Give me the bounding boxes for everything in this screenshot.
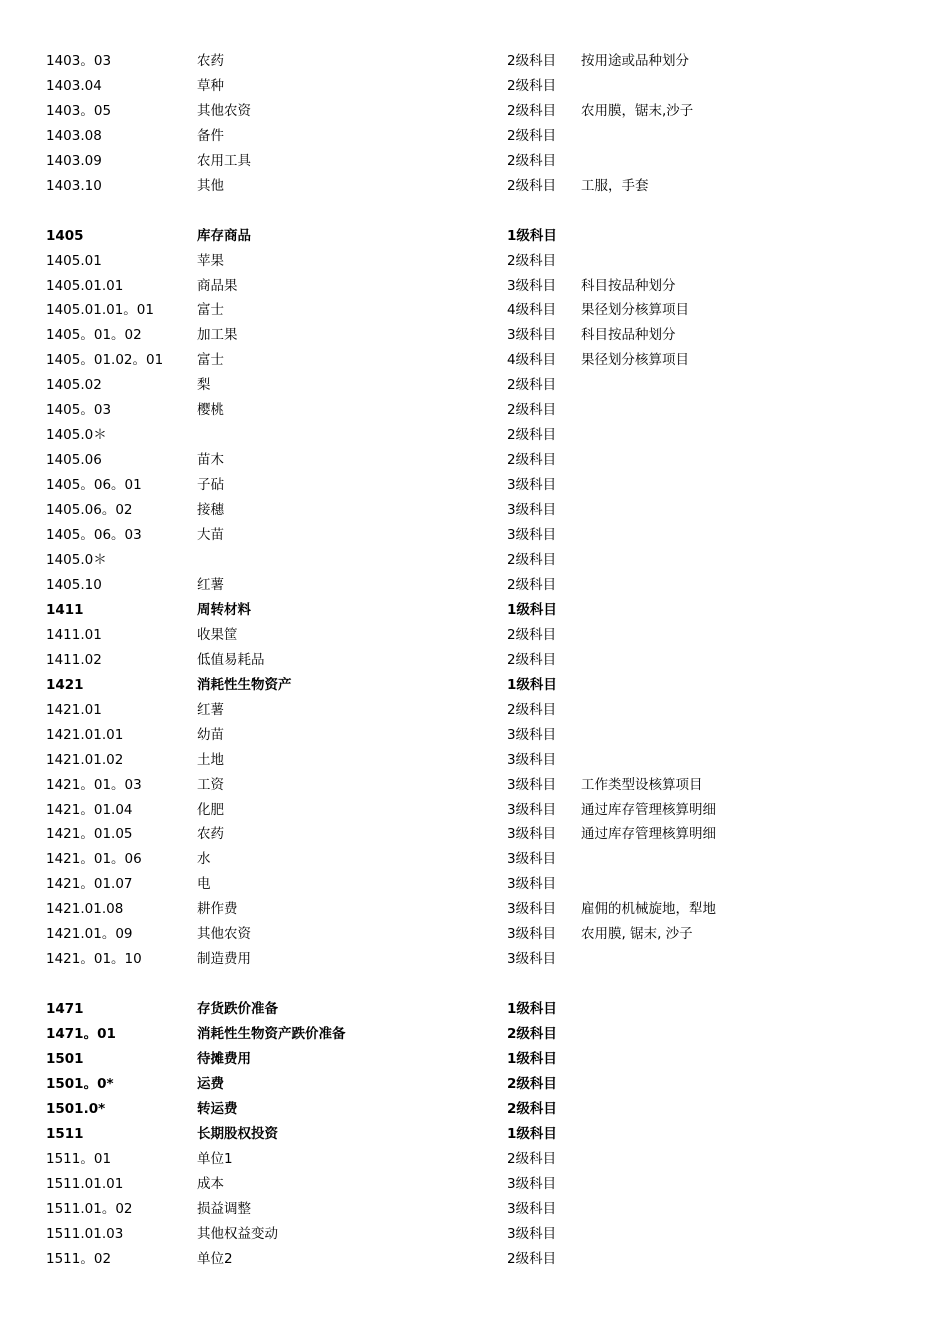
- table-row: [0, 373, 950, 398]
- account-code: 1421。01.05: [46, 826, 133, 842]
- account-code: 1403.10: [46, 178, 102, 194]
- account-name: 水: [197, 851, 211, 867]
- table-row: [0, 323, 950, 348]
- account-code: 1405。01。02: [46, 327, 142, 343]
- account-code: 1421.01.02: [46, 752, 124, 768]
- account-code: 1405.01: [46, 253, 102, 269]
- account-name: 苗木: [197, 452, 224, 468]
- account-level: 3级科目: [507, 901, 557, 917]
- table-row: [0, 1122, 950, 1147]
- account-name: 接穗: [197, 502, 224, 518]
- account-name: 周转材料: [197, 602, 251, 618]
- account-level: 3级科目: [507, 327, 557, 343]
- account-name: 工资: [197, 777, 224, 793]
- account-name: 低值易耗品: [197, 652, 265, 668]
- account-level: 3级科目: [507, 951, 557, 967]
- account-code: 1405.06: [46, 452, 102, 468]
- account-level: 3级科目: [507, 1201, 557, 1217]
- account-level: 3级科目: [507, 1226, 557, 1242]
- account-code: 1411.01: [46, 627, 102, 643]
- account-code: 1411: [46, 602, 84, 618]
- account-level: 3级科目: [507, 502, 557, 518]
- table-row: [0, 648, 950, 673]
- account-code: 1421。01。06: [46, 851, 142, 867]
- account-level: 2级科目: [507, 253, 557, 269]
- account-level: 2级科目: [507, 78, 557, 94]
- account-code: 1411.02: [46, 652, 102, 668]
- account-level: 2级科目: [507, 153, 557, 169]
- account-code: 1511.01.01: [46, 1176, 124, 1192]
- account-level: 1级科目: [507, 677, 557, 693]
- account-name: 化肥: [197, 802, 224, 818]
- account-name: 大苗: [197, 527, 224, 543]
- account-name: 樱桃: [197, 402, 224, 418]
- table-row: [0, 298, 950, 323]
- account-name: 其他权益变动: [197, 1226, 278, 1242]
- table-row: [0, 1197, 950, 1222]
- account-note: 通过库存管理核算明细: [581, 826, 716, 842]
- account-level: 3级科目: [507, 826, 557, 842]
- table-row: [0, 398, 950, 423]
- account-name: 苹果: [197, 253, 224, 269]
- account-name: 损益调整: [197, 1201, 251, 1217]
- account-name: 库存商品: [197, 228, 251, 244]
- account-code: 1405。01.02。01: [46, 352, 164, 368]
- account-code: 1511.01。02: [46, 1201, 133, 1217]
- account-name: 备件: [197, 128, 224, 144]
- account-level: 2级科目: [507, 128, 557, 144]
- account-name: 商品果: [197, 278, 238, 294]
- account-code: 1405.02: [46, 377, 102, 393]
- table-row: [0, 249, 950, 274]
- table-row: [0, 348, 950, 373]
- account-name: 单位2: [197, 1251, 233, 1267]
- account-code: 1405.01.01: [46, 278, 124, 294]
- account-code: 1405.01.01。01: [46, 302, 154, 318]
- account-name: 农用工具: [197, 153, 251, 169]
- account-name: 其他农资: [197, 103, 251, 119]
- account-level: 2级科目: [507, 103, 557, 119]
- account-code: 1501: [46, 1051, 84, 1067]
- account-level: 3级科目: [507, 876, 557, 892]
- table-row: [0, 124, 950, 149]
- account-level: 3级科目: [507, 752, 557, 768]
- account-code: 1405.0＊: [46, 552, 107, 568]
- table-row: [0, 1047, 950, 1072]
- account-code: 1421.01。09: [46, 926, 133, 942]
- table-row: [0, 598, 950, 623]
- account-level: 2级科目: [507, 1101, 557, 1117]
- account-note: 果径划分核算项目: [581, 352, 689, 368]
- table-row: [0, 847, 950, 872]
- table-row: [0, 423, 950, 448]
- table-row: [0, 548, 950, 573]
- account-level: 2级科目: [507, 53, 557, 69]
- account-name: 富士: [197, 352, 224, 368]
- account-note: 通过库存管理核算明细: [581, 802, 716, 818]
- account-code: 1403.08: [46, 128, 102, 144]
- account-name: 幼苗: [197, 727, 224, 743]
- account-code: 1405.06。02: [46, 502, 133, 518]
- account-level: 1级科目: [507, 1126, 557, 1142]
- account-name: 土地: [197, 752, 224, 768]
- table-row: [0, 1247, 950, 1272]
- table-row: [0, 1222, 950, 1247]
- account-level: 4级科目: [507, 302, 557, 318]
- account-note: 按用途或品种划分: [581, 53, 689, 69]
- account-code: 1405。06。03: [46, 527, 142, 543]
- table-row: [0, 74, 950, 99]
- table-row: [0, 1072, 950, 1097]
- account-level: 2级科目: [507, 178, 557, 194]
- table-row: [0, 673, 950, 698]
- account-code: 1421。01。03: [46, 777, 142, 793]
- account-code: 1501。0*: [46, 1076, 114, 1092]
- account-name: 农药: [197, 826, 224, 842]
- account-code: 1421: [46, 677, 84, 693]
- account-level: 2级科目: [507, 1076, 557, 1092]
- account-level: 3级科目: [507, 851, 557, 867]
- account-code: 1421.01.08: [46, 901, 124, 917]
- account-level: 2级科目: [507, 1026, 557, 1042]
- table-row: [0, 1022, 950, 1047]
- account-name: 富士: [197, 302, 224, 318]
- account-level: 2级科目: [507, 427, 557, 443]
- account-level: 3级科目: [507, 278, 557, 294]
- account-note: 雇佣的机械旋地，犁地: [581, 901, 716, 917]
- table-row: [0, 448, 950, 473]
- table-row: [0, 1097, 950, 1122]
- account-code: 1511。01: [46, 1151, 112, 1167]
- account-code: 1511: [46, 1126, 84, 1142]
- account-note: 工服，手套: [581, 178, 649, 194]
- account-code: 1403。05: [46, 103, 112, 119]
- table-row: [0, 1172, 950, 1197]
- account-level: 2级科目: [507, 552, 557, 568]
- account-note: 农用膜，锯末,沙子: [581, 103, 694, 119]
- account-name: 消耗性生物资产跌价准备: [197, 1026, 346, 1042]
- table-row: [0, 498, 950, 523]
- table-row: [0, 573, 950, 598]
- table-row: [0, 773, 950, 798]
- account-name: 消耗性生物资产: [197, 677, 292, 693]
- account-name: 电: [197, 876, 211, 892]
- account-level: 2级科目: [507, 702, 557, 718]
- account-name: 运费: [197, 1076, 224, 1092]
- account-level: 3级科目: [507, 727, 557, 743]
- table-row: [0, 922, 950, 947]
- account-level: 2级科目: [507, 652, 557, 668]
- account-level: 2级科目: [507, 1251, 557, 1267]
- account-code: 1421.01.01: [46, 727, 124, 743]
- account-code: 1421。01.07: [46, 876, 133, 892]
- account-code: 1403.09: [46, 153, 102, 169]
- account-level: 3级科目: [507, 802, 557, 818]
- table-row: [0, 997, 950, 1022]
- table-row: [0, 822, 950, 847]
- account-level: 3级科目: [507, 777, 557, 793]
- account-level: 3级科目: [507, 926, 557, 942]
- account-name: 红薯: [197, 702, 224, 718]
- account-level: 2级科目: [507, 577, 557, 593]
- account-note: 农用膜, 锯末, 沙子: [581, 926, 693, 942]
- account-name: 草种: [197, 78, 224, 94]
- account-code: 1403.04: [46, 78, 102, 94]
- account-code: 1421。01.04: [46, 802, 133, 818]
- account-level: 2级科目: [507, 377, 557, 393]
- account-name: 收果筐: [197, 627, 238, 643]
- account-name: 其他: [197, 178, 224, 194]
- account-level: 2级科目: [507, 1151, 557, 1167]
- account-level: 1级科目: [507, 1051, 557, 1067]
- account-level: 3级科目: [507, 1176, 557, 1192]
- account-level: 1级科目: [507, 602, 557, 618]
- account-note: 科目按品种划分: [581, 278, 676, 294]
- account-name: 加工果: [197, 327, 238, 343]
- account-name: 子砧: [197, 477, 224, 493]
- table-row: [0, 523, 950, 548]
- account-level: 4级科目: [507, 352, 557, 368]
- account-name: 成本: [197, 1176, 224, 1192]
- account-code: 1405。06。01: [46, 477, 142, 493]
- account-note: 果径划分核算项目: [581, 302, 689, 318]
- table-row: [0, 224, 950, 249]
- table-row: [0, 473, 950, 498]
- table-row: [0, 1147, 950, 1172]
- table-row: [0, 623, 950, 648]
- table-row: [0, 49, 950, 74]
- account-code: 1471: [46, 1001, 84, 1017]
- account-name: 制造费用: [197, 951, 251, 967]
- account-name: 红薯: [197, 577, 224, 593]
- account-name: 单位1: [197, 1151, 233, 1167]
- account-level: 1级科目: [507, 228, 557, 244]
- account-level: 2级科目: [507, 402, 557, 418]
- table-row: [0, 872, 950, 897]
- account-note: 工作类型设核算项目: [581, 777, 703, 793]
- table-row: [0, 149, 950, 174]
- account-code: 1405。03: [46, 402, 112, 418]
- account-level: 1级科目: [507, 1001, 557, 1017]
- account-level: 3级科目: [507, 527, 557, 543]
- table-row: [0, 99, 950, 124]
- account-code: 1421.01: [46, 702, 102, 718]
- table-row: [0, 274, 950, 299]
- account-level: 3级科目: [507, 477, 557, 493]
- account-level: 2级科目: [507, 452, 557, 468]
- account-code: 1405: [46, 228, 84, 244]
- table-row: [0, 698, 950, 723]
- account-code: 1501.0*: [46, 1101, 106, 1117]
- account-level: 2级科目: [507, 627, 557, 643]
- account-name: 梨: [197, 377, 211, 393]
- table-row: [0, 897, 950, 922]
- account-name: 待摊费用: [197, 1051, 251, 1067]
- account-code: 1405.0＊: [46, 427, 107, 443]
- account-code: 1421。01。10: [46, 951, 142, 967]
- table-row: [0, 748, 950, 773]
- account-code: 1403。03: [46, 53, 112, 69]
- account-name: 长期股权投资: [197, 1126, 278, 1142]
- account-name: 转运费: [197, 1101, 238, 1117]
- table-row: [0, 947, 950, 972]
- account-name: 其他农资: [197, 926, 251, 942]
- account-name: 耕作费: [197, 901, 238, 917]
- account-name: 农药: [197, 53, 224, 69]
- account-name: 存货跌价准备: [197, 1001, 278, 1017]
- table-row: [0, 723, 950, 748]
- account-note: 科目按品种划分: [581, 327, 676, 343]
- account-code: 1405.10: [46, 577, 102, 593]
- account-code: 1511。02: [46, 1251, 112, 1267]
- table-row: [0, 174, 950, 199]
- account-code: 1471。01: [46, 1026, 116, 1042]
- account-code: 1511.01.03: [46, 1226, 124, 1242]
- table-row: [0, 798, 950, 823]
